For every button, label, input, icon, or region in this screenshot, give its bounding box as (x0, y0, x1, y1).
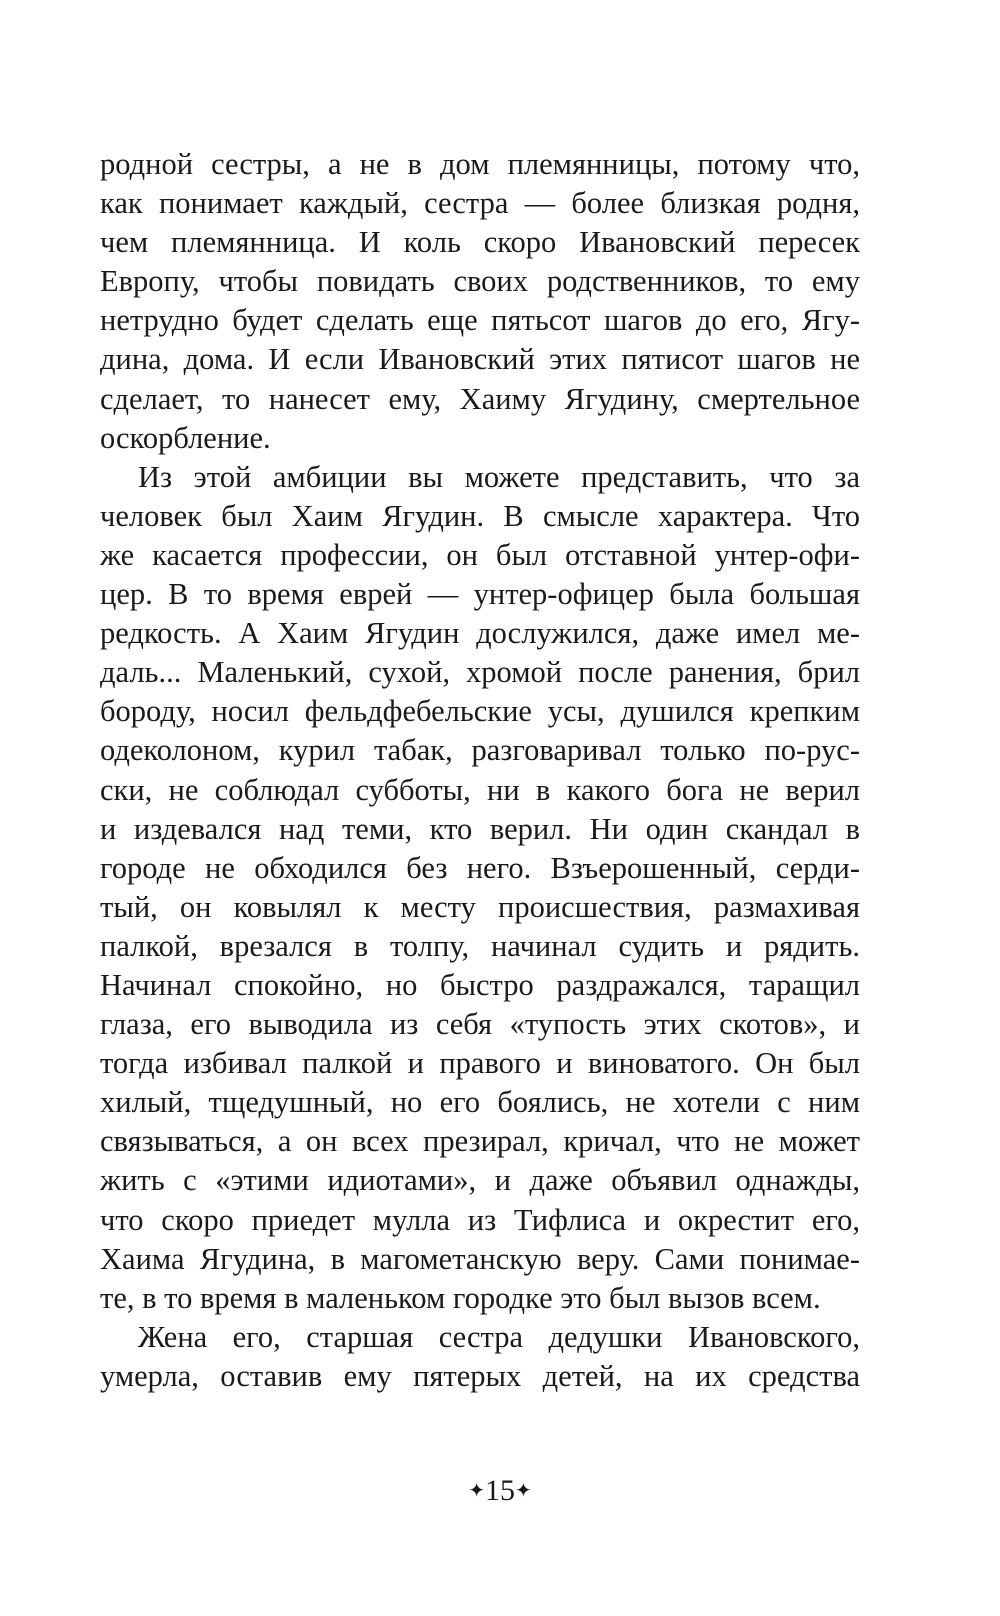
text-line: одеколоном, курил табак, разговаривал только по-рус- (100, 733, 860, 768)
text-line: жить с «этими идиотами», и даже объявил однажды, (100, 1163, 860, 1198)
text-line: глаза, его выводила из себя «тупость этих скотов», и (100, 1007, 860, 1042)
text-line: оскорбление. (100, 420, 271, 455)
text-line: нетрудно будет сделать еще пятьсот шагов до его, Ягу- (100, 303, 860, 338)
ornament-star-icon: ✦ (468, 1480, 485, 1502)
text-line: палкой, врезался в толпу, начинал судить и рядить. (100, 928, 860, 963)
text-line: тый, он ковылял к месту происшествия, размахивая (100, 889, 860, 924)
text-line: и издевался над теми, кто верил. Ни один скандал в (100, 811, 860, 846)
text-line: как понимает каждый, сестра — более близкая родня, (100, 186, 860, 221)
text-line: Хаима Ягудина, в магометанскую веру. Сами понимае- (100, 1241, 860, 1276)
body-text (100, 145, 860, 1396)
text-line: родной сестры, а не в дом племянницы, потому что, (100, 147, 860, 181)
text-line: Начинал спокойно, но быстро раздражался, таращил (100, 967, 860, 1002)
text-line: дина, дома. И если Ивановский этих пятисот шагов не (100, 342, 860, 377)
text-line: ски, не соблюдал субботы, ни в какого бога не верил (100, 772, 860, 807)
text-line: цер. В то время еврей — унтер-офицер была большая (100, 577, 860, 612)
text-line: сделает, то нанесет ему, Хаиму Ягудину, смертельное (100, 381, 860, 416)
paragraph-start-line: Из этой амбиции вы можете представить, что за (138, 459, 860, 494)
text-line: что скоро приедет мулла из Тифлиса и окрестит его, (100, 1202, 860, 1237)
page-number: 15 (485, 1474, 515, 1507)
text-line: те, в то время в маленьком городке это был вызов всем. (100, 1280, 821, 1315)
page-footer (0, 1474, 1000, 1508)
ornament-star-icon: ✦ (515, 1480, 532, 1502)
text-line: тогда избивал палкой и правого и виноватого. Он был (100, 1046, 860, 1081)
text-line: городе не обходился без него. Взъерошенный, серди- (100, 850, 860, 885)
text-line: человек был Хаим Ягудин. В смысле характера. Что (100, 498, 860, 533)
text-line: связываться, а он всех презирал, кричал, что не может (100, 1124, 860, 1159)
text-line: бороду, носил фельдфебельские усы, душился крепким (100, 694, 860, 729)
paragraph-start-line: Жена его, старшая сестра дедушки Ивановского, (138, 1319, 860, 1354)
text-line: чем племянница. И коль скоро Ивановский пересек (100, 225, 860, 260)
text-line: же касается профессии, он был отставной унтер-офи- (100, 537, 860, 572)
text-line: умерла, оставив ему пятерых детей, на их средства (100, 1358, 860, 1393)
text-line: Европу, чтобы повидать своих родственников, то ему (100, 264, 860, 299)
text-line: даль... Маленький, сухой, хромой после ранения, брил (100, 655, 860, 690)
text-line: редкость. А Хаим Ягудин дослужился, даже имел ме- (100, 616, 860, 651)
text-line: хилый, тщедушный, но его боялись, не хотели с ним (100, 1085, 860, 1120)
